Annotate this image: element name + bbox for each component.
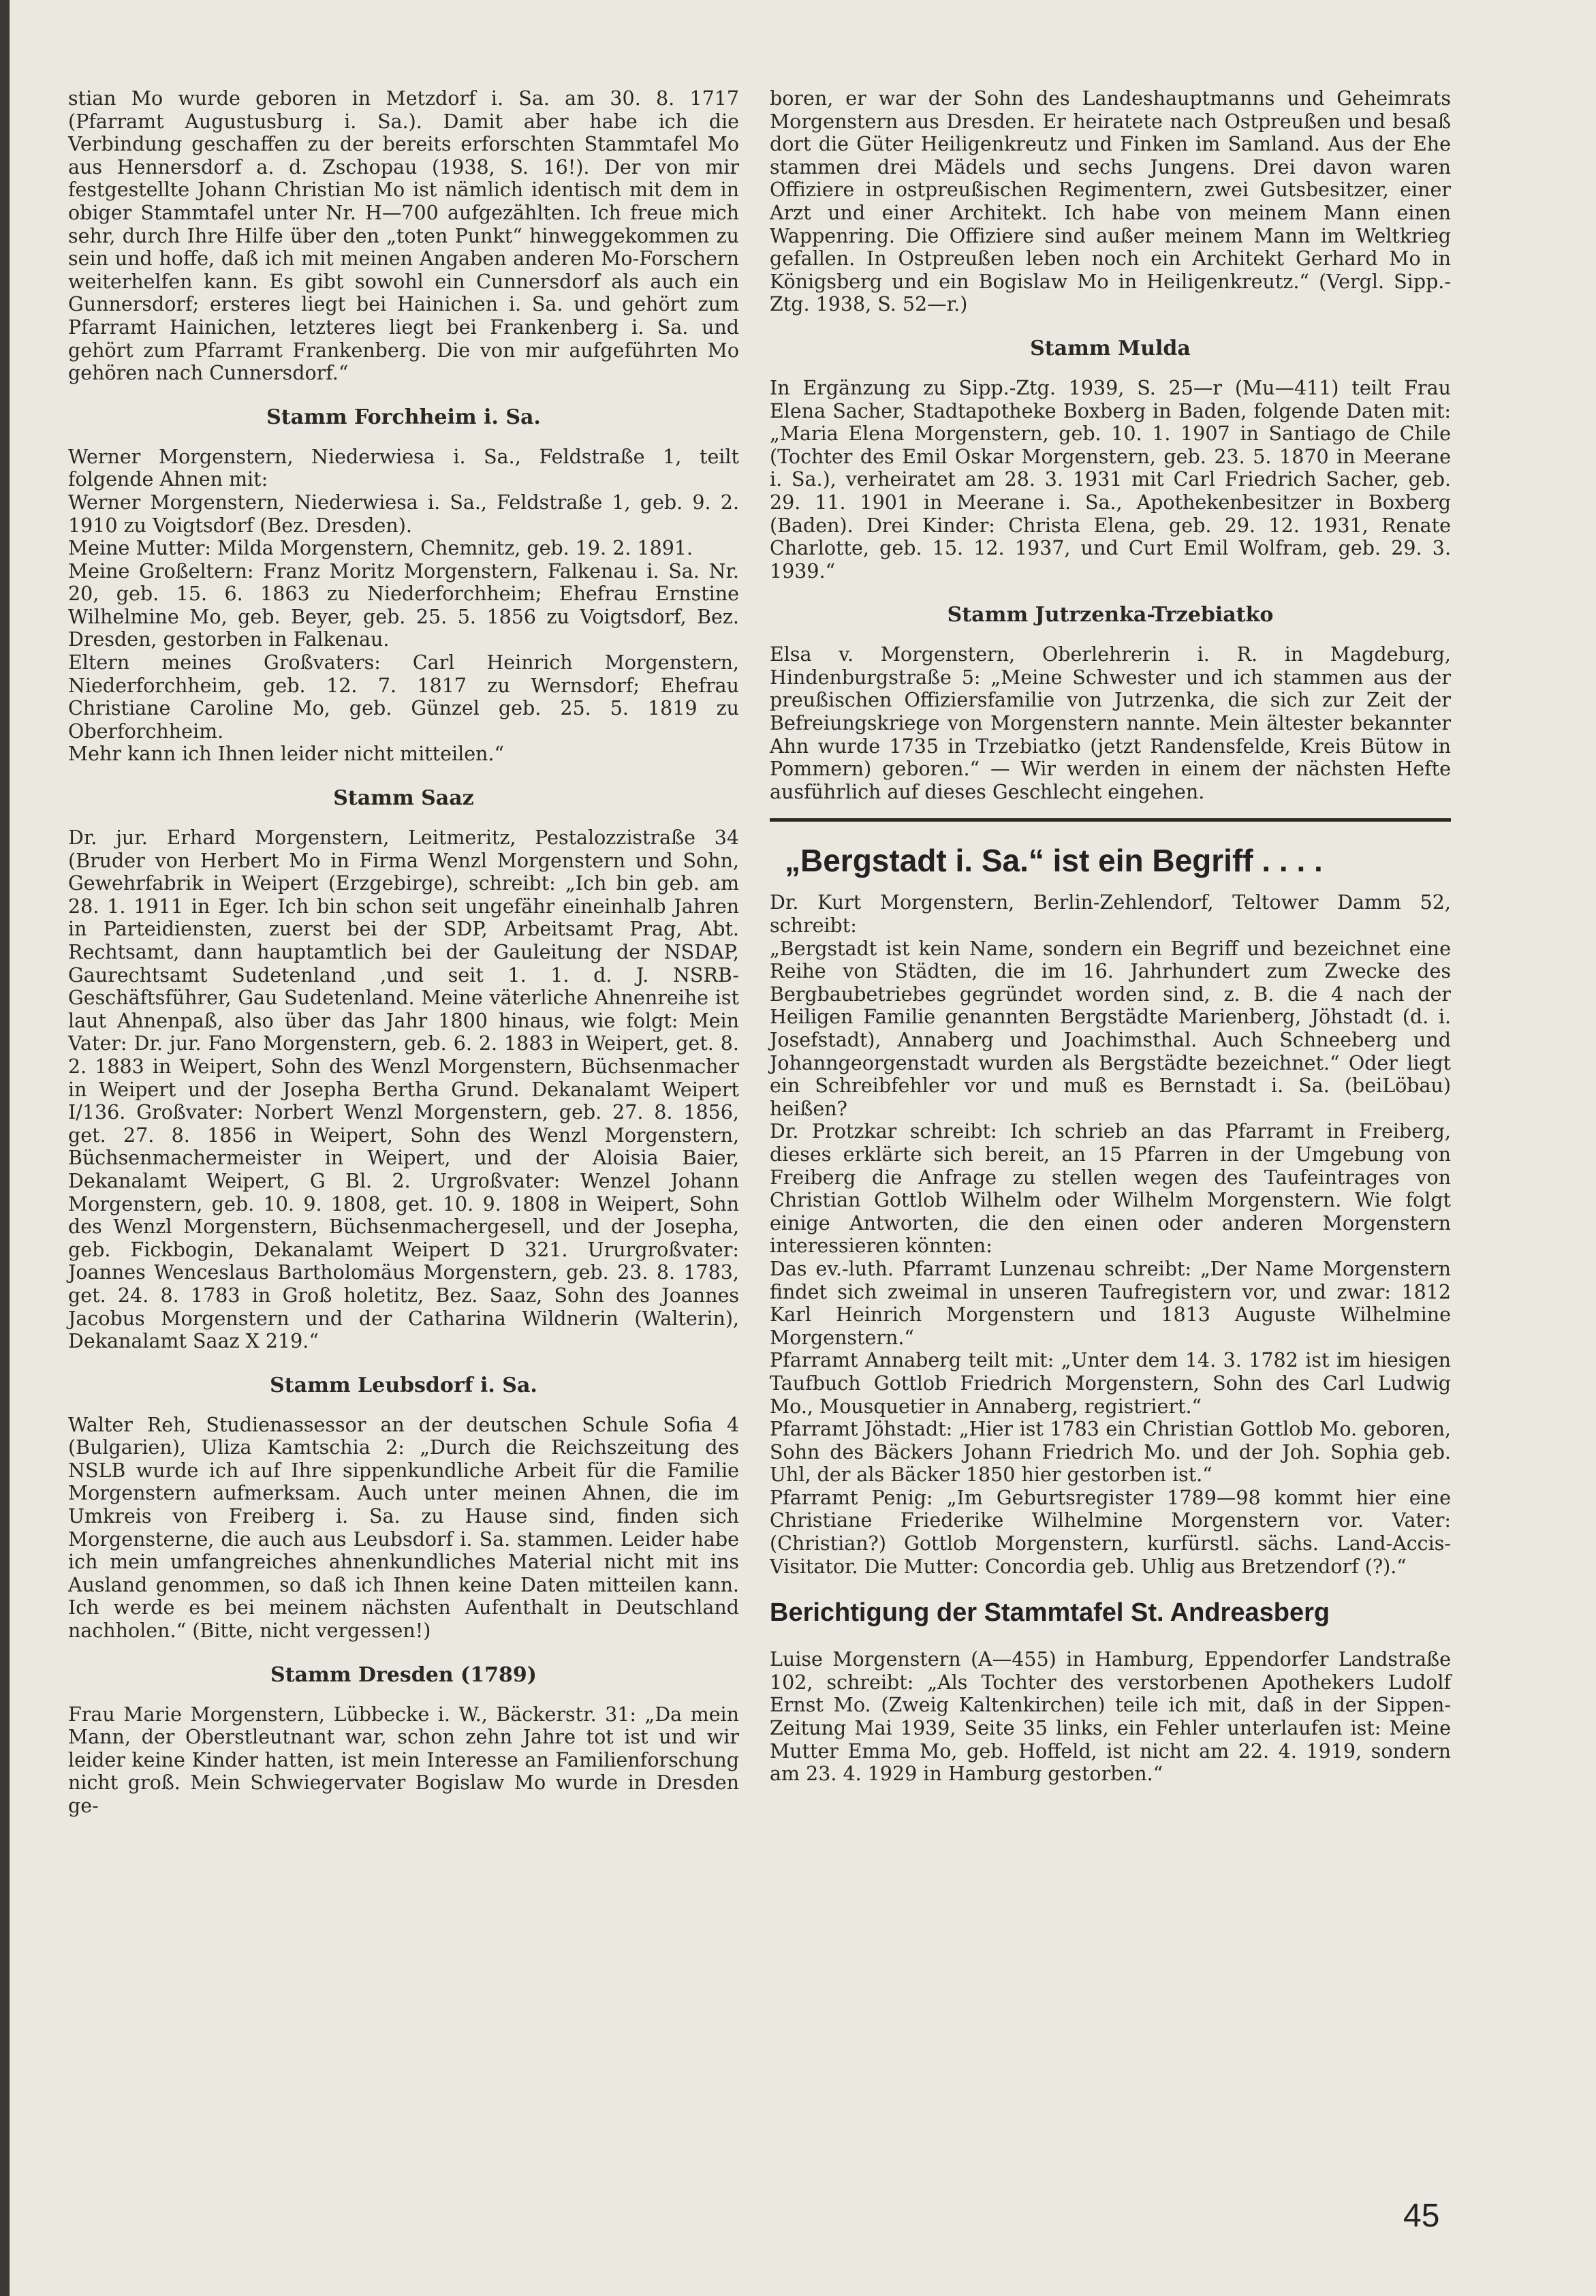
paragraph: Werner Morgenstern, Niederwiesa i. Sa., Feldstraße 1, teilt folgende Ahnen mit: (68, 445, 739, 491)
paragraph: Dr. Protzkar schreibt: Ich schrieb an das Pfarramt in Freiberg, dieses erklärte sich bereit, an 15 Pfarren in der Umgebung von Freiberg die Anfrage zu stellen wegen des Taufeintrages von Christian Gottlob Wilhelm oder Wilhelm Morgenstern. Wie folgt einige Antworten, die den einen oder anderen Morgenstern interessieren könnten: (770, 1120, 1451, 1258)
paragraph: boren, er war der Sohn des Landeshauptmanns und Geheimrats Morgenstern aus Dresden. Er heiratete nach Ostpreußen und besaß dort die Güter Heiligenkreutz und Finken im Samland. Aus der Ehe stammen drei Mädels und sechs Jungens. Drei davon waren Offiziere in ostpreußischen Regimentern, zwei Gutsbesitzer, einer Arzt und einer Architekt. Ich habe von meinem Mann einen Wappenring. Die Offiziere sind außer meinem Mann im Weltkrieg gefallen. In Ostpreußen leben noch ein Architekt Gerhard Mo in Königsberg und ein Bogislaw Mo in Heiligenkreutz.“ (Vergl. Sipp.-Ztg. 1938, S. 52—r.) (770, 87, 1451, 316)
paragraph: Meine Mutter: Milda Morgenstern, Chemnitz, geb. 19. 2. 1891. (68, 537, 693, 560)
paragraph: Dr. jur. Erhard Morgenstern, Leitmeritz, Pestalozzistraße 34 (Bruder von Herbert Mo in Firma Wenzl Morgenstern und Sohn, Gewehrfabrik in Weipert (Erzgebirge), schreibt: „Ich bin geb. am 28. 1. 1911 in Eger. Ich bin schon seit ungefähr eineinhalb Jahren in Parteidiensten, zuerst bei der SDP, Arbeitsamt Prag, Abt. Rechtsamt, dann hauptamtlich bei der Gauleitung der NSDAP, Gaurechtsamt Sudetenland ,und seit 1. 1. d. J. NSRB-Geschäftsführer, Gau Sudetenland. Meine väterliche Ahnenreihe ist laut Ahnenpaß, also über das Jahr 1800 hinaus, wie folgt: Mein Vater: Dr. jur. Fano Morgenstern, geb. 6. 2. 1883 in Weipert, get. 8. 2. 1883 in Weipert, Sohn des Wenzl Morgenstern, Büchsenmacher in Weipert und der Josepha Bertha Grund. Dekanalamt Weipert I/136. Großvater: Norbert Wenzl Morgenstern, geb. 27. 8. 1856, get. 27. 8. 1856 in Weipert, Sohn des Wenzl Morgenstern, Büchsenmachermeister in Weipert, und der Aloisia Baier, Dekanalamt Weipert, G Bl. 2. Urgroßvater: Wenzel Johann Morgenstern, geb. 10. 9. 1808, get. 10. 9. 1808 in Weipert, Sohn des Wenzl Morgenstern, Büchsenmachergesell, und der Josepha, geb. Fickbogin, Dekanalamt Weipert D 321. Ururgroßvater: Joannes Wenceslaus Bartholomäus Morgenstern, geb. 23. 8. 1783, get. 24. 8. 1783 in Groß holetitz, Bez. Saaz, Sohn des Joannes Jacobus Morgenstern und der Catharina Wildnerin (Walterin), Dekanalamt Saaz X 219.“ (68, 826, 739, 1353)
paragraph: In Ergänzung zu Sipp.-Ztg. 1939, S. 25—r (Mu—411) teilt Frau Elena Sacher, Stadtapotheke Boxberg in Baden, folgende Daten mit: „Maria Elena Morgenstern, geb. 10. 1. 1907 in Santiago de Chile (Tochter des Emil Oskar Morgenstern, geb. 23. 5. 1870 in Meerane i. Sa.), verheiratet am 28. 3. 1931 mit Carl Friedrich Sacher, geb. 29. 11. 1901 in Meerane i. Sa., Apothekenbesitzer in Boxberg (Baden). Drei Kinder: Christa Elena, geb. 29. 12. 1931, Renate Charlotte, geb. 15. 12. 1937, und Curt Emil Wolfram, geb. 29. 3. 1939.“ (770, 376, 1451, 583)
paragraph: Luise Morgenstern (A—455) in Hamburg, Eppendorfer Landstraße 102, schreibt: „Als Tochter des verstorbenen Apothekers Ludolf Ernst Mo. (Zweig Kaltenkirchen) teile ich mit, daß in der Sippen-Zeitung Mai 1939, Seite 35 links, ein Fehler unterlaufen ist: Meine Mutter Emma Mo, geb. Hoffeld, ist nicht am 22. 4. 1919, sondern am 23. 4. 1929 in Hamburg gestorben.“ (770, 1648, 1451, 1786)
paragraph: Pfarramt Jöhstadt: „Hier ist 1783 ein Christian Gottlob Mo. geboren, Sohn des Bäckers Johann Friedrich Mo. und der Joh. Sophia geb. Uhl, der als Bäcker 1850 hier gestorben ist.“ (770, 1418, 1451, 1487)
paragraph: Dr. Kurt Morgenstern, Berlin-Zehlendorf, Teltower Damm 52, schreibt: (770, 891, 1451, 937)
heading-jutrzenka: Stamm Jutrzenka-Trzebiatko (947, 603, 1274, 627)
paragraph: Eltern meines Großvaters: Carl Heinrich Morgenstern, Niederforchheim, geb. 12. 7. 1817 zu Wernsdorf; Ehefrau Christiane Caroline Mo, geb. Günzel geb. 25. 5. 1819 zu Oberforchheim. (68, 651, 739, 743)
paragraph: Elsa v. Morgenstern, Oberlehrerin i. R. in Magdeburg, Hindenburgstraße 5: „Meine Schwester und ich stammen aus der preußischen Offiziersfamilie von Jutrzenka, die sich zur Zeit der Befreiungskriege von Morgenstern nannte. Mein ältester bekannter Ahn wurde 1735 in Trzebiatko (jetzt Randensfelde, Kreis Bütow in Pommern) geboren.“ — Wir werden in einem der nächsten Hefte ausführlich auf dieses Geschlecht eingehen. (770, 643, 1451, 803)
heading-correction: Berichtigung der Stammtafel St. Andreasberg (770, 1598, 1330, 1628)
heading-bergstadt: „Bergstadt i. Sa.“ ist ein Begriff . . . . (785, 843, 1323, 879)
section-divider (770, 818, 1451, 822)
paragraph: Das ev.-luth. Pfarramt Lunzenau schreibt: „Der Name Morgenstern findet sich zweimal in unseren Taufregistern vor, und zwar: 1812 Karl Heinrich Morgenstern und 1813 Auguste Wilhelmine Morgenstern.“ (770, 1257, 1451, 1349)
right-column (770, 87, 1451, 1786)
intro-paragraph: stian Mo wurde geboren in Metzdorf i. Sa. am 30. 8. 1717 (Pfarramt Augustusburg i. Sa.). Damit aber habe ich die Verbindung geschaffen zu der bereits erforschten Stammtafel Mo aus Hennersdorf a. d. Zschopau (1938, S. 16!). Der von mir festgestellte Johann Christian Mo ist nämlich identisch mit dem in obiger Stammtafel unter Nr. H—700 aufgezählten. Ich freue mich sehr, durch Ihre Hilfe über den „toten Punkt“ hinweggekommen zu sein und hoffe, daß ich mit meinen Angaben anderen Mo-Forschern weiterhelfen kann. Es gibt sowohl ein Cunnersdorf als auch ein Gunnersdorf; ersteres liegt bei Hainichen i. Sa. und gehört zum Pfarramt Hainichen, letzteres liegt bei Frankenberg i. Sa. und gehört zum Pfarramt Frankenberg. Die von mir aufgeführten Mo gehören nach Cunnersdorf.“ (68, 87, 739, 385)
heading-saaz: Stamm Saaz (333, 786, 474, 811)
paragraph: Meine Großeltern: Franz Moritz Morgenstern, Falkenau i. Sa. Nr. 20, geb. 15. 6. 1863 zu Niederforchheim; Ehefrau Ernstine Wilhelmine Mo, geb. Beyer, geb. 25. 5. 1856 zu Voigtsdorf, Bez. Dresden, gestorben in Falkenau. (68, 559, 739, 651)
heading-mulda: Stamm Mulda (1030, 336, 1191, 360)
heading-leubsdorf: Stamm Leubsdorf i. Sa. (270, 1373, 537, 1397)
paragraph: Frau Marie Morgenstern, Lübbecke i. W., Bäckerstr. 31: „Da mein Mann, der Oberstleutnant war, schon zehn Jahre tot ist und wir leider keine Kinder hatten, ist mein Interesse an Familienforschung nicht groß. Mein Schwiegervater Bogislaw Mo wurde in Dresden ge- (68, 1703, 739, 1817)
paragraph: Pfarramt Annaberg teilt mit: „Unter dem 14. 3. 1782 ist im hiesigen Taufbuch Gottlob Friedrich Morgenstern, Sohn des Carl Ludwig Mo., Mousquetier in Annaberg, registriert.“ (770, 1349, 1451, 1418)
paragraph: Mehr kann ich Ihnen leider nicht mitteilen.“ (68, 743, 505, 766)
page-edge (0, 0, 10, 2296)
paragraph: Walter Reh, Studienassessor an der deutschen Schule Sofia 4 (Bulgarien), Uliza Kamtschia 2: „Durch die Reichszeitung des NSLB wurde ich auf Ihre sippenkundliche Arbeit für die Familie Morgenstern aufmerksam. Auch unter meinen Ahnen, die im Umkreis von Freiberg i. Sa. zu Hause sind, finden sich Morgensterne, die auch aus Leubsdorf i. Sa. stammen. Leider habe ich mein umfangreiches ahnenkundliches Material nicht mit ins Ausland genommen, so daß ich Ihnen keine Daten mitteilen kann. Ich werde es bei meinem nächsten Aufenthalt in Deutschland nachholen.“ (Bitte, nicht vergessen!) (68, 1413, 739, 1643)
paragraph: Pfarramt Penig: „Im Geburtsregister 1789—98 kommt hier eine Christiane Friederike Wilhelmine Morgenstern vor. Vater: (Christian?) Gottlob Morgenstern, kurfürstl. sächs. Land-Accis-Visitator. Die Mutter: Concordia geb. Uhlig aus Bretzendorf (?).“ (770, 1486, 1451, 1578)
heading-forchheim: Stamm Forchheim i. Sa. (266, 405, 541, 429)
heading-dresden: Stamm Dresden (1789) (270, 1662, 537, 1687)
left-column (68, 87, 739, 1818)
page-number: 45 (1403, 2198, 1440, 2234)
paragraph: Werner Morgenstern, Niederwiesa i. Sa., Feldstraße 1, geb. 9. 2. 1910 zu Voigtsdorf (Bez. Dresden). (68, 491, 739, 537)
paragraph: „Bergstadt ist kein Name, sondern ein Begriff und bezeichnet eine Reihe von Städten, die im 16. Jahrhundert zum Zwecke des Bergbaubetriebes gegründet worden sind, z. B. die 4 nach der Heiligen Familie genannten Bergstädte Marienberg, Jöhstadt (d. i. Josefstadt), Annaberg und Joachimsthal. Auch Schneeberg und Johanngeorgenstadt wurden als Bergstädte bezeichnet.“ Oder liegt ein Schreibfehler vor und muß es Bernstadt i. Sa. (beiLöbau) heißen? (770, 937, 1451, 1120)
